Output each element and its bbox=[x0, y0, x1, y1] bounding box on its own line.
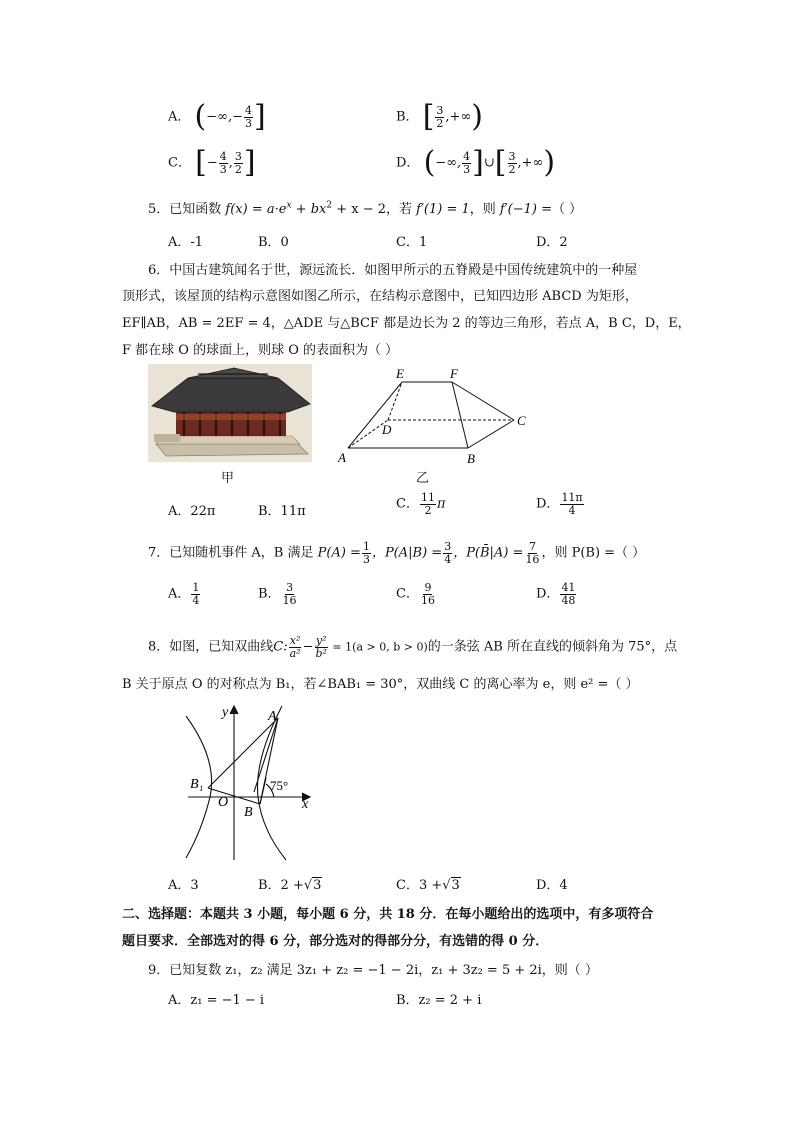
point-B-label: B bbox=[244, 805, 253, 820]
point-A-label: A bbox=[268, 709, 277, 724]
q5-option-d: D．2 bbox=[536, 235, 568, 250]
origin-label: O bbox=[218, 795, 229, 810]
figure-jia-caption: 甲 bbox=[221, 471, 235, 486]
q5-option-c: C．1 bbox=[396, 235, 428, 250]
q4-option-a: A． (−∞,− $\frac{4}{3}$ ] bbox=[168, 99, 266, 134]
q4-option-d: D． (−∞, $\frac{4}{3}$ ]∪[ $\frac{3}{2}$ ,+∞) bbox=[396, 145, 556, 180]
q6-stem-line1: 6．中国古建筑闻名于世，源远流长．如图甲所示的五脊殿是中国传统建筑中的一种屋 bbox=[148, 263, 638, 278]
q8-stem-line1: 8．如图，已知双曲线C: $\frac{\text{x²}}{\text{a²}}$ − $\frac{\text{y²}}{\text{b²}}$ = 1(a > 0, b > 0)的一条弦 AB 所在直线的倾斜角为 75°，点 bbox=[148, 634, 678, 660]
label-F: F bbox=[450, 366, 458, 381]
q6-option-d: D． $\frac{11\pi}{4}$ bbox=[536, 491, 583, 517]
q4-option-c: C． [− $\frac{4}{3}$ , $\frac{3}{2}$ ] bbox=[168, 145, 256, 180]
angle-75-label: 75° bbox=[270, 778, 289, 793]
q6-option-c: C． $\frac{11}{2}$ π bbox=[396, 491, 446, 517]
q8-stem-line2: B 关于原点 O 的对称点为 B₁，若∠BAB₁ = 30°，双曲线 C 的离心率为 e，则 e² =（ ） bbox=[122, 677, 639, 692]
hyperbola-diagram bbox=[174, 700, 324, 864]
q6-option-a: A．22π bbox=[168, 504, 216, 519]
label-A: A bbox=[338, 450, 346, 465]
axis-y-label: y bbox=[222, 705, 229, 720]
hyperbola-svg bbox=[174, 700, 324, 864]
q5-stem: 5．已知函数 $f(x) = a\cdot e^x + bx^2 + x - 2$，若 f′(1) = 1，则 f′(−1) =（ ） bbox=[148, 200, 583, 217]
label-B: B bbox=[467, 451, 475, 466]
q6-stem-line2: 顶形式，该屋顶的结构示意图如图乙所示，在结构示意图中，已知四边形 ABCD 为矩形， bbox=[122, 289, 638, 304]
q7-option-c: C． $\frac{9}{16}$ bbox=[396, 581, 435, 607]
palace-illustration bbox=[148, 364, 312, 462]
q7-option-d: D． $\frac{41}{48}$ bbox=[536, 581, 576, 607]
q6-option-b: B．11π bbox=[258, 504, 306, 519]
section2-heading-line2: 题目要求．全部选对的得 6 分，部分选对的得部分分，有选错的得 0 分． bbox=[122, 934, 549, 949]
palace-image bbox=[148, 364, 312, 462]
q7-option-b: B． $\frac{3}{16}$ bbox=[258, 581, 297, 607]
q7-stem: 7．已知随机事件 A，B 满足 P(A) = $\frac{1}{3}$ ，P(A|B) = $\frac{3}{4}$ ，P(B̄|A) = $\frac{7}{16}$ ，则 P(B) =（ ） bbox=[148, 540, 646, 566]
q4-option-b: B． [ $\frac{3}{2}$ ,+∞) bbox=[396, 99, 483, 134]
structure-svg bbox=[334, 364, 534, 468]
label-D: D bbox=[382, 422, 392, 437]
q9-stem: 9．已知复数 z₁，z₂ 满足 3z₁ + z₂ = −1 − 2i，z₁ + 3z₂ = 5 + 2i，则（ ） bbox=[148, 963, 598, 978]
point-B1-label: B₁ bbox=[190, 777, 204, 792]
q5-option-a: A．-1 bbox=[168, 235, 204, 250]
q6-stem-line4: F 都在球 O 的球面上，则球 O 的表面积为（ ） bbox=[122, 343, 399, 358]
q8-option-d: D．4 bbox=[536, 878, 568, 893]
label-C: C bbox=[517, 413, 526, 428]
q7-option-a: A． $\frac{1}{4}$ bbox=[168, 581, 200, 607]
section2-heading-line1: 二、选择题：本题共 3 小题，每小题 6 分，共 18 分．在每小题给出的选项中，有多项符合 bbox=[122, 907, 654, 922]
structure-diagram bbox=[334, 364, 534, 468]
q9-option-a: A．z₁ = −1 − i bbox=[168, 993, 265, 1008]
q8-option-c: C．3 +√3 bbox=[396, 878, 460, 893]
q5-option-b: B．0 bbox=[258, 235, 289, 250]
figure-yi-caption: 乙 bbox=[416, 471, 430, 486]
q8-option-a: A．3 bbox=[168, 878, 199, 893]
q9-option-b: B．z₂ = 2 + i bbox=[396, 993, 482, 1008]
label-E: E bbox=[396, 366, 404, 381]
axis-x-label: x bbox=[302, 797, 309, 812]
q6-stem-line3: EF∥AB，AB = 2EF = 4，△ADE 与△BCF 都是边长为 2 的等边三角形，若点 A，B C，D，E， bbox=[122, 316, 691, 331]
q8-option-b: B．2 +√3 bbox=[258, 878, 322, 893]
